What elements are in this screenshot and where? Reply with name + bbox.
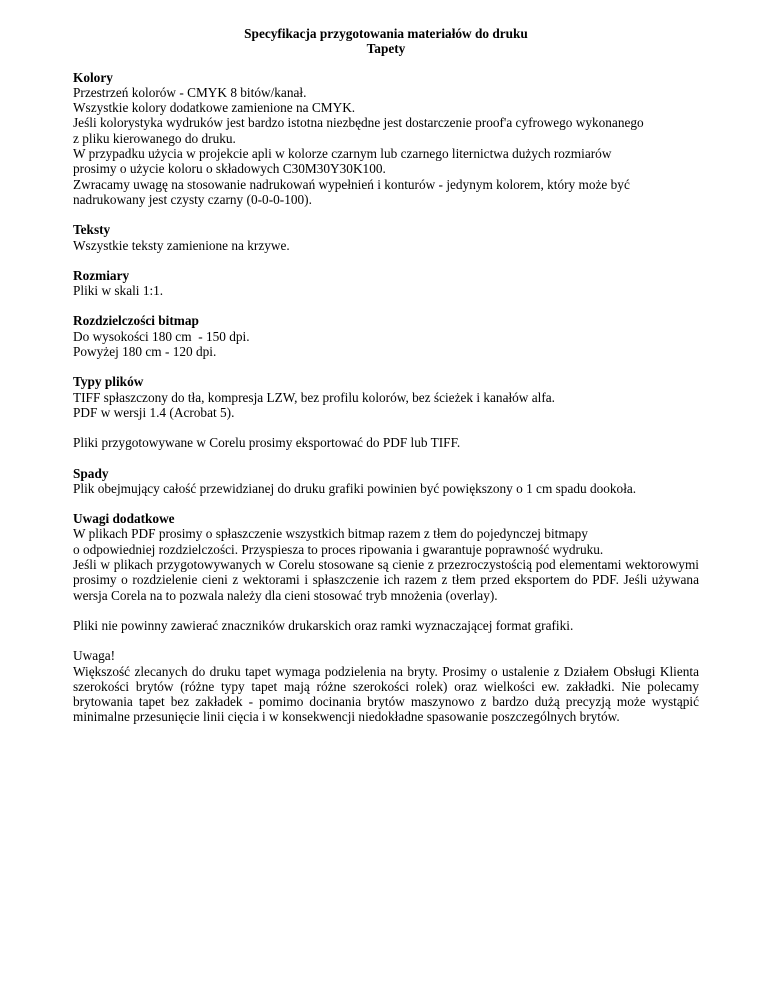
uwagi-note: Pliki nie powinny zawierać znaczników drukarskich oraz ramki wyznaczającej format grafiki. bbox=[73, 617, 574, 633]
section-typy bbox=[73, 374, 699, 420]
title-block bbox=[73, 26, 699, 57]
section-rozdzielczosci bbox=[73, 313, 699, 359]
text-line: TIFF spłaszczony do tła, kompresja LZW, bez profilu kolorów, bez ścieżek i kanałów alfa. bbox=[73, 389, 555, 405]
section-teksty bbox=[73, 222, 699, 253]
text-line: o odpowiedniej rozdzielczości. Przyspiesza to proces ripowania i gwarantuje poprawność wydruku. bbox=[73, 541, 604, 557]
text-line: Przestrzeń kolorów - CMYK 8 bitów/kanał. bbox=[73, 84, 307, 100]
uwaga-paragraph: Większość zlecanych do druku tapet wymaga podzielenia na bryty. Prosimy o ustalenie z Działem Obsługi Klienta szerokości brytów (różne typy tapet mają różne szerokości rolek) oraz wielkości ew. zakładki. Nie polecamy brytowania tapet bez zakładek - pomimo docinania brytów maszynowo z bardzo dużą precyzją może wystąpić minimalne przesunięcie linii cięcia i w konsekwencji niedokładne spasowanie poszczególnych brytów. bbox=[73, 663, 699, 725]
text-line: Plik obejmujący całość przewidzianej do druku grafiki powinien być powiększony o 1 cm spadu dookoła. bbox=[73, 480, 637, 496]
section-heading-rozdzielczosci: Rozdzielczości bitmap bbox=[73, 313, 199, 329]
section-heading-typy: Typy plików bbox=[73, 374, 144, 390]
text-line: z pliku kierowanego do druku. bbox=[73, 130, 236, 146]
text-line: Powyżej 180 cm - 120 dpi. bbox=[73, 344, 217, 360]
text-line: prosimy o użycie koloru o składowych C30M30Y30K100. bbox=[73, 161, 386, 177]
section-spady bbox=[73, 466, 699, 497]
uwagi-paragraph: Jeśli w plikach przygotowywanych w Corelu stosowane są cienie z przezroczystością pod elementami wektorowymi prosimy o rozdzielenie cieni z wektorami i spłaszczenie ich razem z tłem przed eksportem do PDF. Jeśli używana wersja Corela na to pozwala należy dla cieni stosować tryb mnożenia (overlay). bbox=[73, 557, 699, 603]
text-line: nadrukowany jest czysty czarny (0-0-0-100). bbox=[73, 191, 312, 207]
text-line: PDF w wersji 1.4 (Acrobat 5). bbox=[73, 404, 235, 420]
section-uwaga bbox=[73, 648, 699, 724]
text-line: Jeśli kolorystyka wydruków jest bardzo istotna niezbędne jest dostarczenie proof'a cyfrowego wykonanego bbox=[73, 115, 644, 131]
typy-note: Pliki przygotowywane w Corelu prosimy eksportować do PDF lub TIFF. bbox=[73, 435, 461, 451]
section-heading-uwagi: Uwagi dodatkowe bbox=[73, 511, 175, 527]
document-title: Specyfikacja przygotowania materiałów do druku bbox=[244, 26, 528, 41]
text-line: Pliki w skali 1:1. bbox=[73, 283, 164, 299]
section-heading-uwaga: Uwaga! bbox=[73, 648, 116, 664]
document-page bbox=[73, 26, 699, 740]
text-line: W plikach PDF prosimy o spłaszczenie wszystkich bitmap razem z tłem do pojedynczej bitmapy bbox=[73, 526, 588, 542]
section-heading-spady: Spady bbox=[73, 465, 109, 481]
document-subtitle: Tapety bbox=[366, 41, 406, 57]
section-heading-kolory: Kolory bbox=[73, 69, 113, 85]
text-line: W przypadku użycia w projekcie apli w kolorze czarnym lub czarnego liternictwa dużych rozmiarów bbox=[73, 146, 612, 162]
section-rozmiary bbox=[73, 268, 699, 299]
text-line: Zwracamy uwagę na stosowanie nadrukowań wypełnień i konturów - jedynym kolorem, który może być bbox=[73, 176, 630, 192]
section-heading-rozmiary: Rozmiary bbox=[73, 267, 130, 283]
section-heading-teksty: Teksty bbox=[73, 222, 111, 238]
section-uwagi bbox=[73, 511, 699, 603]
section-kolory bbox=[73, 70, 699, 208]
text-line: Wszystkie teksty zamienione na krzywe. bbox=[73, 237, 290, 253]
text-line: Do wysokości 180 cm - 150 dpi. bbox=[73, 328, 250, 344]
text-line: Wszystkie kolory dodatkowe zamienione na CMYK. bbox=[73, 100, 356, 116]
